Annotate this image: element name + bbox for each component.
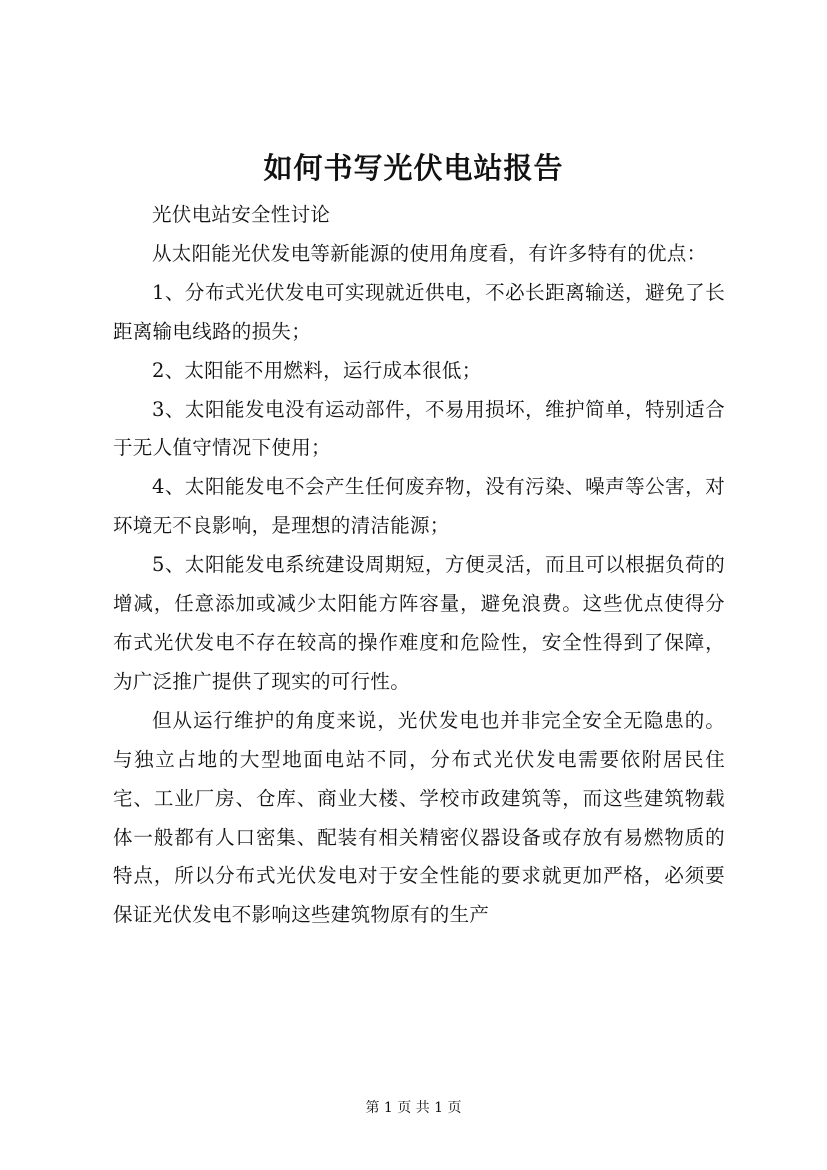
list-item-1: 1、分布式光伏发电可实现就近供电，不必长距离输送，避免了长距离输电线路的损失； (113, 280, 725, 343)
paragraph-intro: 从太阳能光伏发电等新能源的使用角度看，有许多特有的优点： (152, 241, 707, 265)
list-item-3: 3、太阳能发电没有运动部件，不易用损坏，维护简单，特别适合于无人值守情况下使用； (113, 397, 725, 460)
list-item-5: 5、太阳能发电系统建设周期短，方便灵活，而且可以根据负荷的增减，任意添加或减少太阳能方阵容量，避免浪费。这些优点使得分布式光伏发电不存在较高的操作难度和危险性，安全性得到了保障，为广泛推广提供了现实的可行性。 (113, 553, 725, 693)
paragraph-maintenance: 但从运行维护的角度来说，光伏发电也并非完全安全无隐患的。与独立占地的大型地面电站不同，分布式光伏发电需要依附居民住宅、工业厂房、仓库、商业大楼、学校市政建筑等，而这些建筑物载体一般都有人口密集、配装有相关精密仪器设备或存放有易燃物质的特点，所以分布式光伏发电对于安全性能的要求就更加严格，必须要保证光伏发电不影响这些建筑物原有的生产 (113, 708, 725, 927)
list-item-2: 2、太阳能不用燃料，运行成本很低； (152, 358, 482, 382)
page-footer: 第 1 页 共 1 页 (365, 1100, 462, 1116)
list-item-4: 4、太阳能发电不会产生任何废弃物，没有污染、噪声等公害，对环境无不良影响，是理想的清洁能源； (113, 475, 725, 538)
section-heading: 光伏电站安全性讨论 (152, 203, 331, 226)
document-body (113, 196, 725, 935)
document-title: 如何书写光伏电站报告 (263, 151, 564, 185)
